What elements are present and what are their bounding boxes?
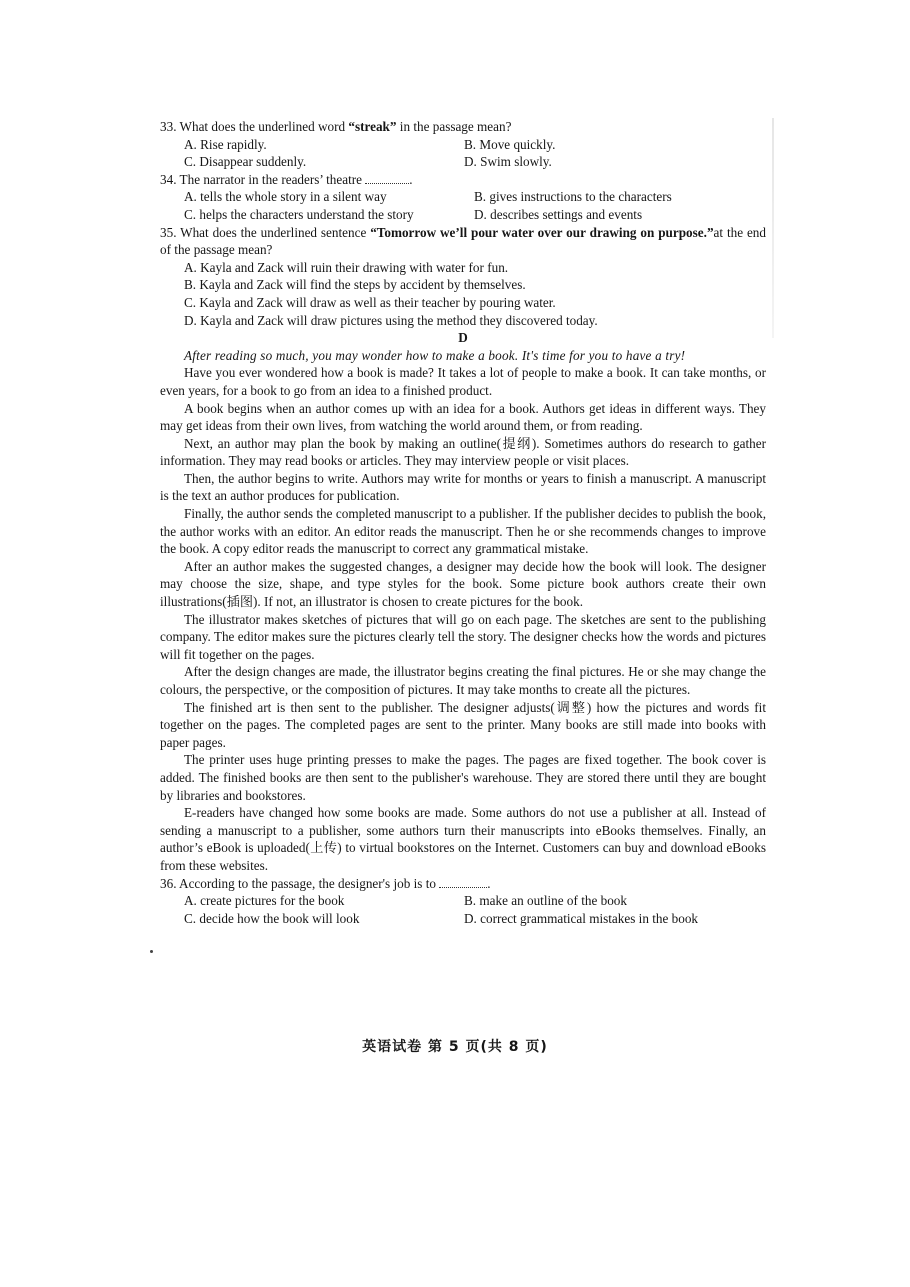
question-35-stem: 35. What does the underlined sentence “Tomorrow we’ll pour water over our drawing on purpose.”at the end of the passage mean? <box>160 224 766 258</box>
question-34-options <box>160 188 766 223</box>
question-36-stem: 36. According to the passage, the designer's job is to . <box>160 875 491 891</box>
option-a[interactable]: A. create pictures for the book <box>184 893 345 909</box>
option-d[interactable]: D. describes settings and events <box>474 206 643 222</box>
question-35 <box>160 224 766 330</box>
section-d-title: D <box>458 330 468 346</box>
questions-33-35 <box>160 118 766 927</box>
passage-paragraph: The illustrator makes sketches of pictures that will go on each page. The sketches are sent to the publishing company. The editor makes sure the pictures clearly tell the story. The designer checks how the words and pictures will fit together on the pages. <box>160 611 766 662</box>
section-d-intro: After reading so much, you may wonder how to make a book. It's time for you to have a try! <box>184 347 686 363</box>
option-c[interactable]: C. helps the characters understand the story <box>184 206 414 222</box>
question-33 <box>160 118 766 171</box>
passage-paragraph: The finished art is then sent to the publisher. The designer adjusts(调整) how the pictures and words fit together on the pages. The completed pages are sent to the printer. Many books are still made into books with paper pages. <box>160 699 766 750</box>
question-36-options <box>160 892 766 927</box>
scan-speck <box>150 950 153 953</box>
question-35-options <box>160 259 766 329</box>
passage-d <box>160 364 766 874</box>
passage-paragraph: Finally, the author sends the completed manuscript to a publisher. If the publisher decides to publish the book, the author works with an editor. An editor reads the manuscript. Then he or she recommends changes to improve the book. A copy editor reads the manuscript to correct any grammatical mistake. <box>160 506 766 557</box>
passage-paragraph: The printer uses huge printing presses to make the pages. The pages are fixed together. The book cover is added. The finished books are then sent to the publisher's warehouse. They are stored there until they are bought by libraries and bookstores. <box>160 752 766 803</box>
option-b[interactable]: B. make an outline of the book <box>464 893 627 909</box>
question-36 <box>160 875 766 928</box>
passage-paragraph: After the design changes are made, the illustrator begins creating the final pictures. He or she may change the colours, the perspective, or the composition of pictures. It may take months to create all the pictures. <box>160 664 766 697</box>
page-footer: 英语试卷 第 5 页(共 8 页) <box>362 1039 548 1055</box>
option-a[interactable]: A. Kayla and Zack will ruin their drawing with water for fun. <box>184 259 509 275</box>
question-34 <box>160 171 766 224</box>
option-c[interactable]: C. decide how the book will look <box>184 910 360 926</box>
question-33-stem: 33. What does the underlined word “streak” in the passage mean? <box>160 119 512 134</box>
option-b[interactable]: B. gives instructions to the characters <box>474 189 672 205</box>
passage-paragraph: Have you ever wondered how a book is made? It takes a lot of people to make a book. It can take months, or even years, for a book to go from an idea to a finished product. <box>160 365 766 398</box>
answer-blank[interactable] <box>365 173 409 184</box>
passage-paragraph: Next, an author may plan the book by making an outline(提纲). Sometimes authors do research to gather information. They may read books or articles. They may interview people or visit places. <box>160 435 766 469</box>
answer-blank[interactable] <box>439 877 487 888</box>
question-33-options <box>160 136 766 171</box>
option-c[interactable]: C. Kayla and Zack will draw as well as their teacher by pouring water. <box>184 294 556 310</box>
option-d[interactable]: D. correct grammatical mistakes in the book <box>464 910 699 926</box>
underlined-word: “streak” <box>348 119 397 134</box>
option-a[interactable]: A. tells the whole story in a silent way <box>184 189 387 205</box>
passage-paragraph: Then, the author begins to write. Authors may write for months or years to finish a manuscript. A manuscript is the text an author produces for publication. <box>160 470 766 504</box>
passage-paragraph: After an author makes the suggested changes, a designer may decide how the book will look. The designer may choose the size, shape, and type styles for the book. Some picture book authors create their own illustrations(插图). If not, an illustrator is chosen to create pictures for the book. <box>160 558 766 610</box>
option-b[interactable]: B. Kayla and Zack will find the steps by accident by themselves. <box>184 277 526 293</box>
option-b[interactable]: B. Move quickly. <box>464 136 556 152</box>
option-c[interactable]: C. Disappear suddenly. <box>184 154 307 170</box>
passage-paragraph: E-readers have changed how some books are made. Some authors do not use a publisher at all. Instead of sending a manuscript to a publisher, some authors turn their manuscripts into eBooks themselves. Finally, an author’s eBook is uploaded(上传) to virtual bookstores on the Internet. Customers can buy and download eBooks from these websites. <box>160 805 766 873</box>
option-d[interactable]: D. Swim slowly. <box>464 154 552 170</box>
question-34-stem: 34. The narrator in the readers’ theatre . <box>160 171 413 187</box>
option-d[interactable]: D. Kayla and Zack will draw pictures using the method they discovered today. <box>184 312 598 328</box>
passage-paragraph: A book begins when an author comes up with an idea for a book. Authors get ideas in different ways. They may get ideas from their own lives, from watching the world around them, or from reading. <box>160 400 766 434</box>
option-a[interactable]: A. Rise rapidly. <box>184 136 267 152</box>
underlined-sentence: “Tomorrow we’ll pour water over our drawing on purpose.” <box>370 224 714 240</box>
